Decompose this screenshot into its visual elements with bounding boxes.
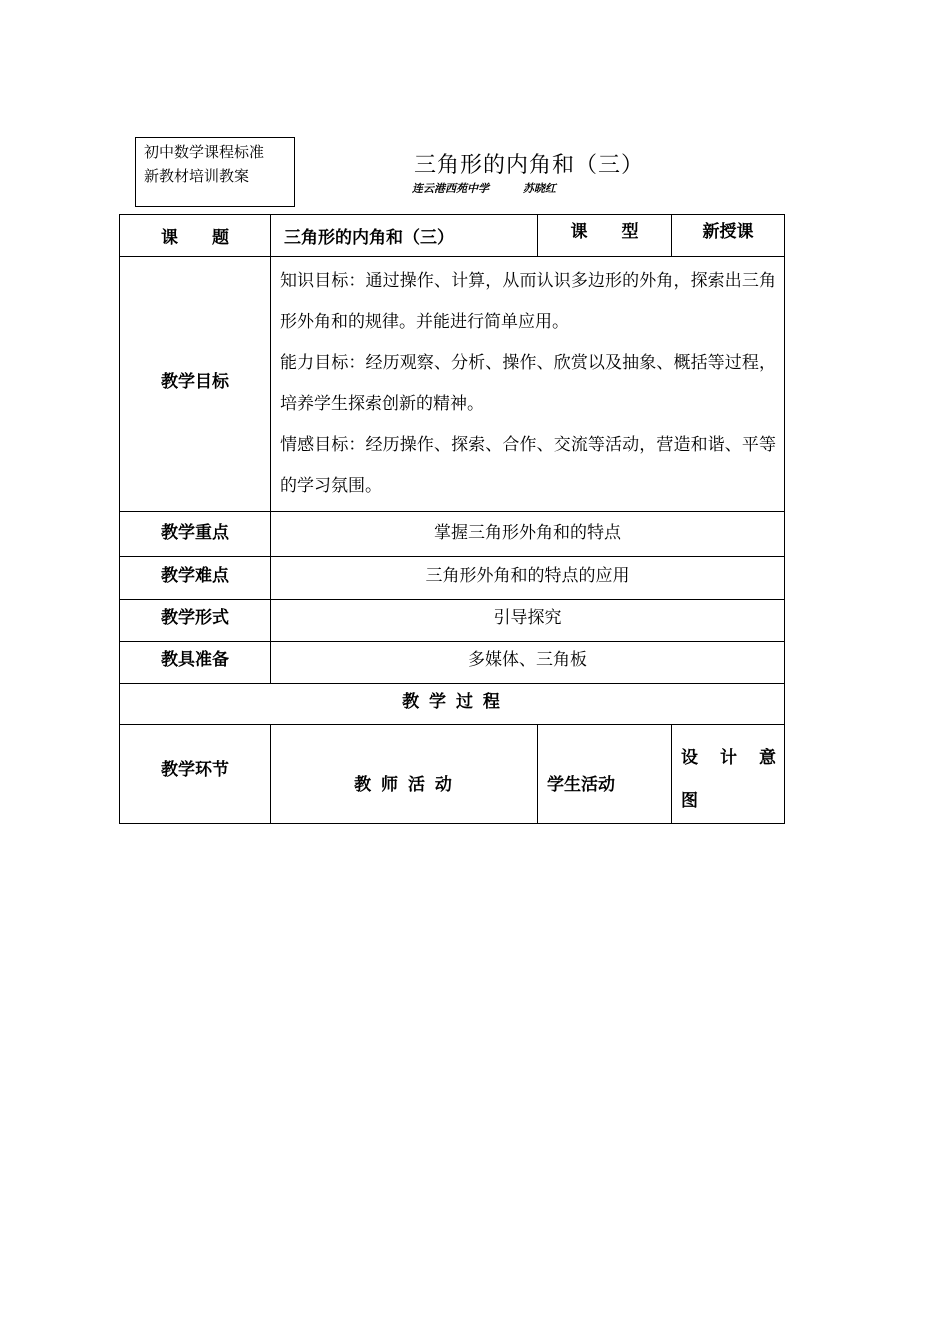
tools-label: 教具准备: [120, 642, 271, 684]
byline: [412, 180, 556, 196]
row-key-point: [120, 512, 785, 557]
row-form: [120, 600, 785, 642]
document-tag-box: [135, 137, 295, 207]
lesson-plan-table: [119, 214, 793, 824]
objective-ability: 能力目标：经历观察、分析、操作、欣赏以及抽象、概括等过程，培养学生探索创新的精神。: [280, 353, 776, 414]
col-student: 学生活动: [538, 725, 672, 824]
row-process-columns: [120, 725, 785, 824]
row-process-header: [120, 684, 785, 725]
type-label: 课 型: [538, 215, 672, 257]
difficulty-value: 三角形外角和的特点的应用: [271, 557, 785, 600]
tag-line-1: 初中数学课程标准: [144, 143, 265, 161]
col-stage: 教学环节: [120, 725, 271, 824]
type-value: 新授课: [672, 215, 785, 257]
byline-school: 连云港西苑中学: [412, 182, 489, 195]
document-title: 三角形的内角和（三）: [414, 153, 645, 178]
difficulty-label: 教学难点: [120, 557, 271, 600]
key-label: 教学重点: [120, 512, 271, 557]
objectives-label: 教学目标: [120, 257, 271, 512]
key-value: 掌握三角形外角和的特点: [271, 512, 785, 557]
row-difficulty: [120, 557, 785, 600]
objective-emotion: 情感目标：经历操作、探索、合作、交流等活动，营造和谐、平等的学习氛围。: [280, 435, 776, 496]
topic-value: 三角形的内角和（三）: [271, 215, 538, 257]
form-label: 教学形式: [120, 600, 271, 642]
row-tools: [120, 642, 785, 684]
row-objectives: [120, 257, 785, 512]
tag-line-2: 新教材培训教案: [144, 167, 250, 185]
col-intent: 设 计 意 图: [672, 725, 785, 824]
form-value: 引导探究: [271, 600, 785, 642]
process-header: 教 学 过 程: [120, 684, 785, 725]
row-topic: [120, 215, 785, 257]
objective-knowledge: 知识目标：通过操作、计算，从而认识多边形的外角，探索出三角形外角和的规律。并能进行简单应用。: [280, 271, 776, 332]
objectives-cell: [271, 257, 785, 512]
tools-value: 多媒体、三角板: [271, 642, 785, 684]
topic-label: 课 题: [120, 215, 271, 257]
byline-author: 苏晓红: [522, 182, 556, 195]
col-teacher: 教 师 活 动: [271, 725, 538, 824]
